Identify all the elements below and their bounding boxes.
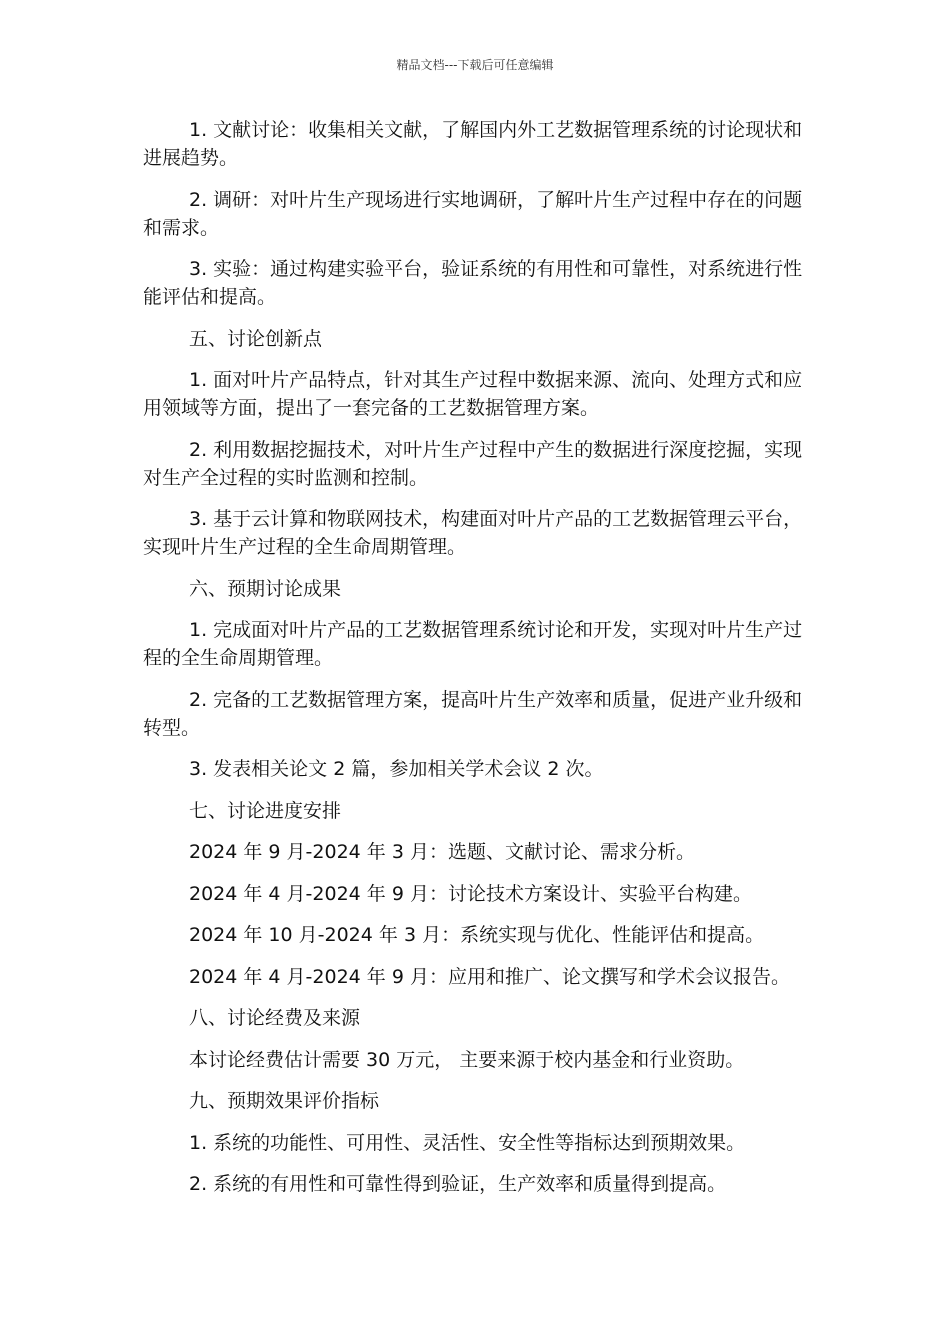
section-heading-schedule: 七、讨论进度安排: [189, 799, 342, 822]
paragraph-result-3: 3. 发表相关论文 2 篇，参加相关学术会议 2 次。: [189, 758, 604, 780]
paragraph-field-research: 2. 调研：对叶片生产现场进行实地调研，了解叶片生产过程中存在的问题和需求。: [143, 188, 803, 239]
paragraph-innovation-3: 3. 基于云计算和物联网技术，构建面对叶片产品的工艺数据管理云平台，实现叶片生产过程的全生命周期管理。: [143, 508, 803, 558]
paragraph-evaluation-2: 2. 系统的有用性和可靠性得到验证，生产效率和质量得到提高。: [189, 1173, 727, 1195]
page-header: 精品文档---下载后可任意编辑: [396, 58, 554, 72]
paragraph-result-1: 1. 完成面对叶片产品的工艺数据管理系统讨论和开发，实现对叶片生产过程的全生命周期管理。: [143, 619, 803, 669]
paragraph-funding: 本讨论经费估计需要 30 万元， 主要来源于校内基金和行业资助。: [189, 1048, 745, 1071]
paragraph-experiment: 3. 实验：通过构建实验平台，验证系统的有用性和可靠性，对系统进行性能评估和提高。: [143, 258, 803, 308]
schedule-item-3: 2024 年 10 月-2024 年 3 月：系统实现与优化、性能评估和提高。: [189, 924, 765, 946]
section-heading-expected-results: 六、预期讨论成果: [189, 577, 342, 600]
section-heading-funding: 八、讨论经费及来源: [189, 1007, 361, 1029]
paragraph-evaluation-1: 1. 系统的功能性、可用性、灵活性、安全性等指标达到预期效果。: [189, 1131, 746, 1154]
paragraph-innovation-1: 1. 面对叶片产品特点，针对其生产过程中数据来源、流向、处理方式和应用领域等方面，提出了一套完备的工艺数据管理方案。: [143, 369, 803, 419]
schedule-item-4: 2024 年 4 月-2024 年 9 月：应用和推广、论文撰写和学术会议报告。: [189, 965, 790, 988]
paragraph-literature-review: 1. 文献讨论：收集相关文献，了解国内外工艺数据管理系统的讨论现状和进展趋势。: [143, 119, 803, 169]
paragraph-innovation-2: 2. 利用数据挖掘技术，对叶片生产过程中产生的数据进行深度挖掘，实现对生产全过程的实时监测和控制。: [143, 438, 803, 489]
section-heading-innovation: 五、讨论创新点: [189, 327, 323, 350]
paragraph-result-2: 2. 完备的工艺数据管理方案，提高叶片生产效率和质量，促进产业升级和转型。: [143, 688, 803, 739]
section-heading-evaluation: 九、预期效果评价指标: [189, 1090, 380, 1112]
document-body: [143, 116, 807, 1212]
schedule-item-1: 2024 年 9 月-2024 年 3 月：选题、文献讨论、需求分析。: [189, 841, 695, 863]
schedule-item-2: 2024 年 4 月-2024 年 9 月：讨论技术方案设计、实验平台构建。: [189, 882, 752, 905]
